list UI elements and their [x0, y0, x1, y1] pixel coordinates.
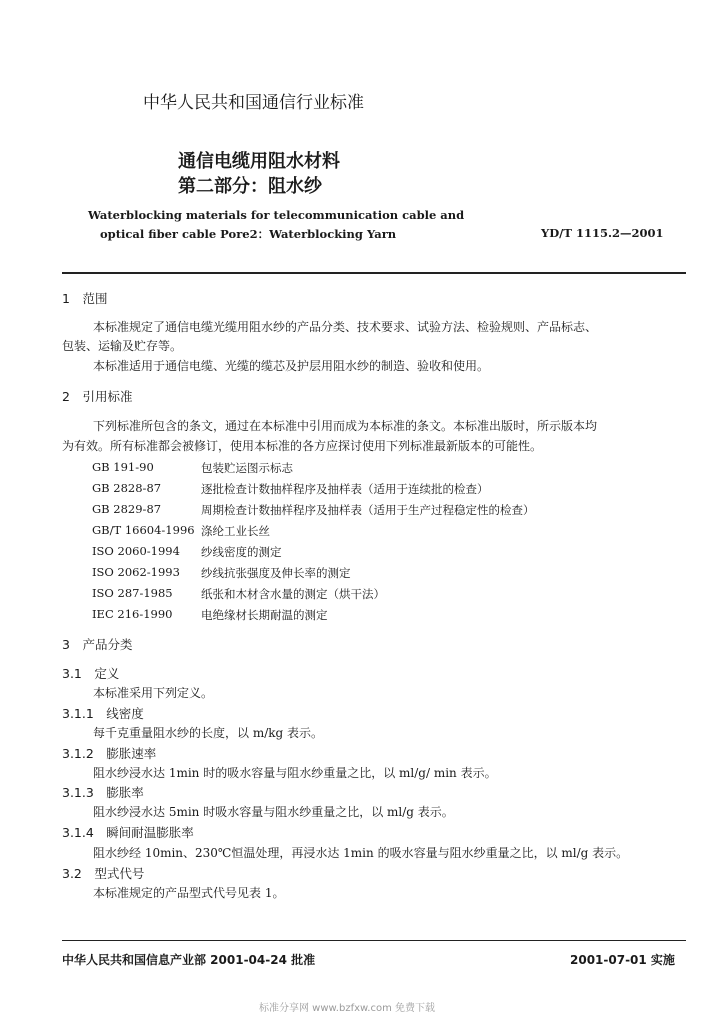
- ref-title: 纱线密度的测定: [201, 545, 282, 559]
- ref-code: GB 191-90: [92, 460, 154, 474]
- section-3-1-4-text: 阻水纱经 10min、230℃恒温处理，再浸水达 1min 的吸水容量与阻水纱重量之比，以 ml/g 表示。: [93, 846, 629, 860]
- section-3-1-3-heading: 3.1.3 膨胀率: [62, 785, 144, 800]
- title-cn-line2: 第二部分：阻水纱: [178, 176, 322, 197]
- ref-title: 包装贮运图示标志: [201, 461, 293, 475]
- ref-title: 涤纶工业长丝: [201, 524, 270, 538]
- title-en-line1: Waterblocking materials for telecommunication cable and: [88, 208, 465, 222]
- section-1-para-1-line-2: 包装、运输及贮存等。: [62, 339, 183, 353]
- ref-code: ISO 287-1985: [92, 586, 173, 600]
- section-3-2-text: 本标准规定的产品型式代号见表 1。: [93, 886, 285, 900]
- issuing-org-header: 中华人民共和国通信行业标准: [143, 93, 364, 113]
- ref-title: 纸张和木材含水量的测定（烘干法）: [201, 587, 385, 601]
- watermark: 标准分享网 www.bzfxw.com 免费下载: [259, 1003, 435, 1014]
- header-divider: [62, 272, 686, 274]
- section-3-heading: 3 产品分类: [62, 637, 133, 652]
- title-en-line2: optical fiber cable Pore2：Waterblocking Yarn: [100, 227, 397, 241]
- title-cn-line1: 通信电缆用阻水材料: [178, 151, 340, 172]
- section-3-1-1-heading: 3.1.1 线密度: [62, 706, 144, 721]
- standard-number: YD/T 1115.2—2001: [541, 226, 664, 240]
- ref-title: 逐批检查计数抽样程序及抽样表（适用于连续批的检查）: [201, 482, 489, 496]
- ref-title: 纱线抗张强度及伸长率的测定: [201, 566, 351, 580]
- section-1-heading: 1 范围: [62, 291, 108, 306]
- implementation-date: 2001-07-01 实施: [570, 953, 675, 967]
- ref-code: GB/T 16604-1996: [92, 523, 195, 537]
- ref-code: GB 2829-87: [92, 502, 162, 516]
- section-3-1-4-heading: 3.1.4 瞬间耐温膨胀率: [62, 825, 194, 840]
- approval-date: 中华人民共和国信息产业部 2001-04-24 批准: [62, 953, 316, 967]
- section-2-intro-line-1: 下列标准所包含的条文，通过在本标准中引用而成为本标准的条文。本标准出版时，所示版本均: [93, 419, 598, 433]
- ref-title: 周期检查计数抽样程序及抽样表（适用于生产过程稳定性的检查）: [201, 503, 535, 517]
- ref-code: GB 2828-87: [92, 481, 162, 495]
- ref-code: IEC 216-1990: [92, 607, 173, 621]
- section-1-para-2: 本标准适用于通信电缆、光缆的缆芯及护层用阻水纱的制造、验收和使用。: [93, 359, 490, 373]
- section-3-1-3-text: 阻水纱浸水达 5min 时吸水容量与阻水纱重量之比，以 ml/g 表示。: [93, 805, 454, 819]
- section-3-1-2-heading: 3.1.2 膨胀速率: [62, 746, 157, 761]
- ref-code: ISO 2060-1994: [92, 544, 180, 558]
- section-3-1-text: 本标准采用下列定义。: [93, 686, 214, 700]
- section-3-2-heading: 3.2 型式代号: [62, 866, 145, 881]
- ref-code: ISO 2062-1993: [92, 565, 180, 579]
- section-3-1-1-text: 每千克重量阻水纱的长度，以 m/kg 表示。: [93, 726, 324, 740]
- section-2-heading: 2 引用标准: [62, 389, 133, 404]
- section-2-intro-line-2: 为有效。所有标准都会被修订，使用本标准的各方应探讨使用下列标准最新版本的可能性。: [62, 439, 543, 453]
- section-3-1-2-text: 阻水纱浸水达 1min 时的吸水容量与阻水纱重量之比，以 ml/g/ min 表示。: [93, 766, 497, 780]
- section-1-para-1-line-1: 本标准规定了通信电缆光缆用阻水纱的产品分类、技术要求、试验方法、检验规则、产品标志、: [93, 320, 598, 334]
- ref-title: 电绝缘材长期耐温的测定: [201, 608, 328, 622]
- footer-divider: [62, 940, 686, 941]
- section-3-1-heading: 3.1 定义: [62, 666, 120, 681]
